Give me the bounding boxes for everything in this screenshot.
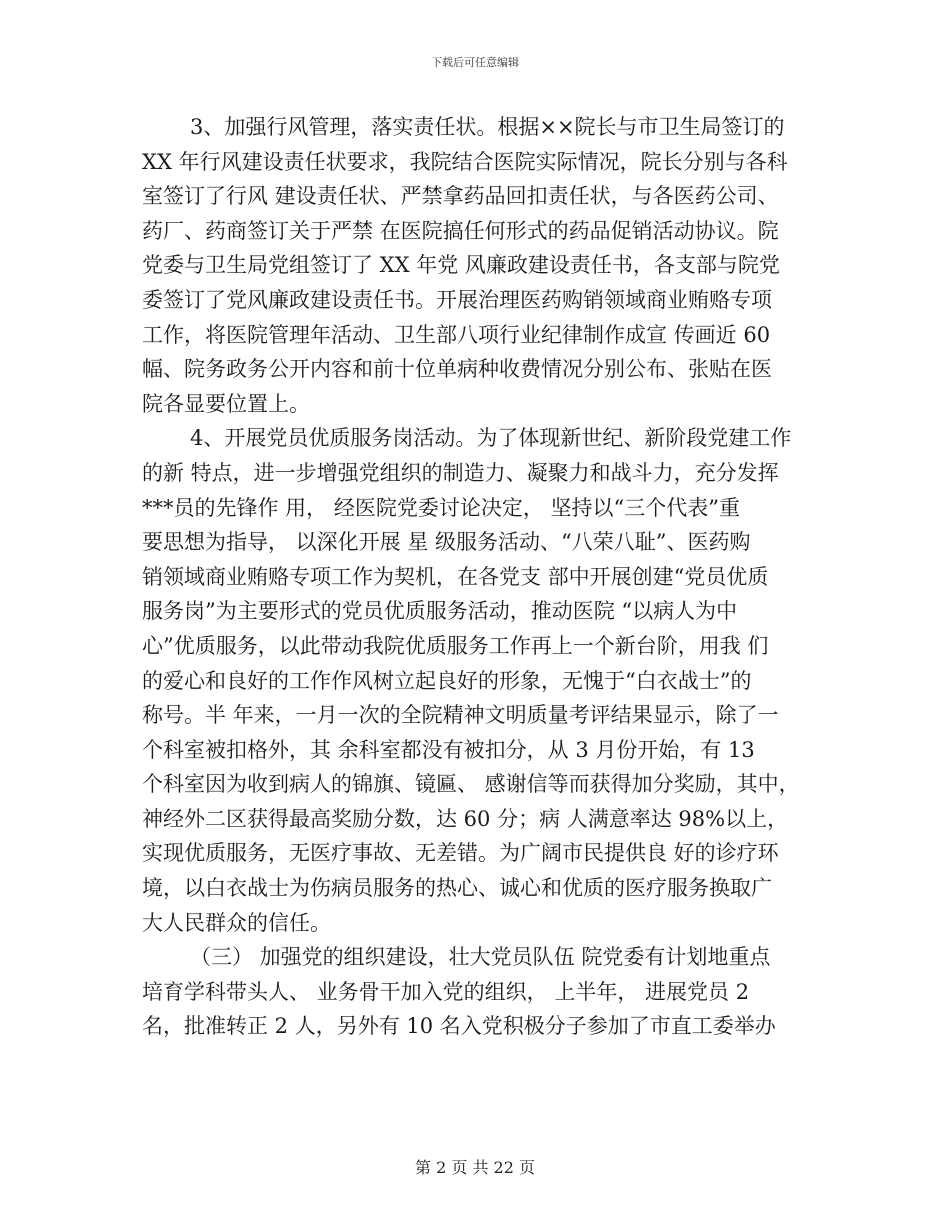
text-line: 党委与卫生局党组签订了 XX 年党 风廉政建设责任书，各支部与院党 <box>142 253 780 278</box>
text-line: 称号。半 年来，一月一次的全院精神文明质量考评结果显示，除了一 <box>142 703 779 728</box>
text-line: 4、开展党员优质服务岗活动。为了体现新世纪、新阶段党建工作 <box>190 426 792 451</box>
text-line: XX 年行风建设责任状要求，我院结合医院实际情况，院长分别与各科 <box>142 149 788 174</box>
text-line: 院各显要位置上。 <box>142 391 310 416</box>
header-note: 下载后可任意编辑 <box>431 56 519 69</box>
text-line: 的新 特点，进一步增强党组织的制造力、凝聚力和战斗力，充分发挥 <box>142 460 779 485</box>
text-line: 销领域商业贿赂专项工作为契机，在各党支 部中开展创建“党员优质 <box>142 564 769 589</box>
text-line: 工作，将医院管理年活动、卫生部八项行业纪律制作成宣 传画近 60 <box>142 322 771 347</box>
text-line: 3、加强行风管理，落实责任状。根据××院长与市卫生局签订的 <box>190 115 785 139</box>
page-footer: 第 2 页 共 22 页 <box>415 1158 535 1177</box>
text-line: 名，批准转正 2 人，另外有 10 名入党积极分子参加了市直工委举办 <box>142 1014 776 1039</box>
text-line: 培育学科带头人、 业务骨干加入党的组织， 上半年， 进展党员 2 <box>142 979 750 1004</box>
text-line: 室签订了行风 建设责任状、严禁拿药品回扣责任状，与各医药公司、 <box>142 184 779 209</box>
text-line: 个科室被扣格外，其 余科室都没有被扣分，从 3 月份开始，有 13 <box>142 737 755 762</box>
text-line: ***员的先锋作 用， 经医院党委讨论决定， 坚持以“三个代表”重 <box>142 495 740 520</box>
text-line: 委签订了党风廉政建设责任书。开展治理医药购销领域商业贿赂专项 <box>142 287 772 312</box>
text-line: 的爱心和良好的工作作风树立起良好的形象，无愧于“白衣战士”的 <box>142 668 752 693</box>
text-line: 大人民群众的信任。 <box>142 910 331 935</box>
text-line: 药厂、药商签订关于严禁 在医院搞任何形式的药品促销活动协议。院 <box>142 218 779 243</box>
text-line: 实现优质服务，无医疗事故、无差错。为广阔市民提供良 好的诊疗环 <box>142 841 779 866</box>
text-line: 个科室因为收到病人的锦旗、镜匾、 感谢信等而获得加分奖励，其中， <box>142 772 800 797</box>
text-line: 境，以白衣战士为伤病员服务的热心、诚心和优质的医疗服务换取广 <box>142 876 772 901</box>
document-body <box>142 110 812 1044</box>
text-line: 服务岗”为主要形式的党员优质服务活动，推动医院 “以病人为中 <box>142 599 738 624</box>
text-line: 心”优质服务，以此带动我院优质服务工作再上一个新台阶，用我 们 <box>142 633 769 658</box>
text-line: 幅、院务政务公开内容和前十位单病种收费情况分别公布、张贴在医 <box>142 357 772 382</box>
text-line: （三） 加强党的组织建设，壮大党员队伍 院党委有计划地重点 <box>190 945 771 970</box>
text-line: 要思想为指导， 以深化开展 星 级服务活动、“八荣八耻”、医药购 <box>142 530 751 555</box>
text-line: 神经外二区获得最高奖励分数，达 60 分；病 人满意率达 98%以上， <box>142 806 789 831</box>
